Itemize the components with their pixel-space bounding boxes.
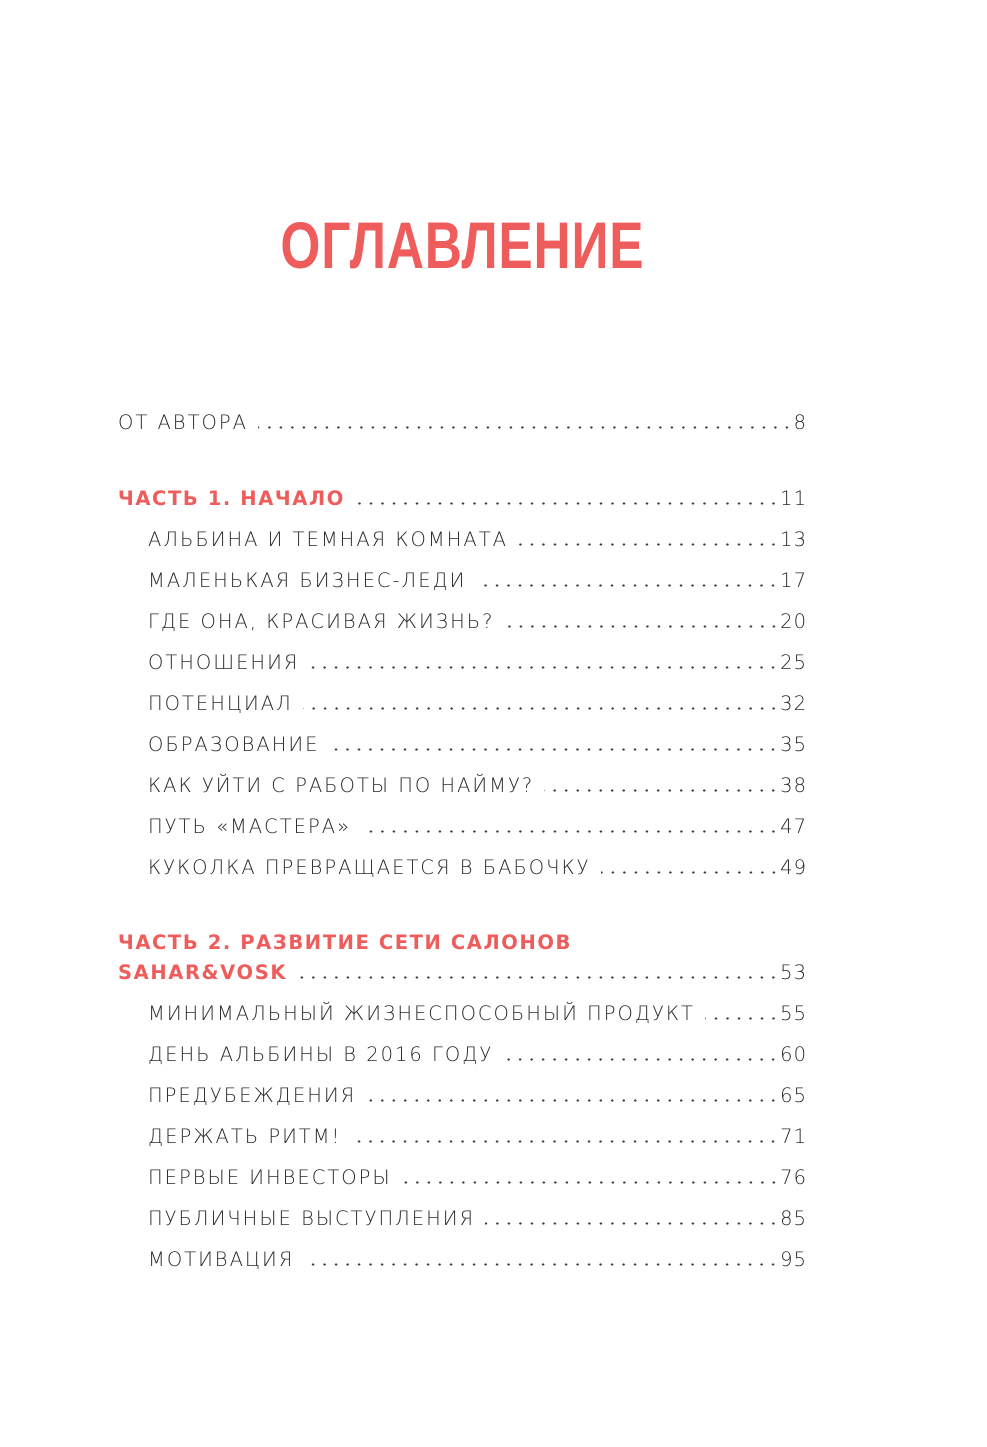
toc-chapter[interactable] bbox=[148, 1036, 807, 1064]
dot-leader bbox=[544, 789, 779, 792]
toc-part-page: 53 bbox=[780, 960, 807, 984]
toc-chapter-label: ПУТЬ «МАСТЕРА» bbox=[148, 814, 352, 838]
toc-chapter-label: ОБРАЗОВАНИЕ bbox=[148, 732, 320, 756]
toc-chapter-page: 55 bbox=[780, 1001, 807, 1025]
dot-leader bbox=[505, 625, 780, 628]
toc-chapter[interactable] bbox=[148, 995, 807, 1023]
toc-chapter-page: 17 bbox=[780, 568, 807, 592]
toc-part-2-title[interactable]: ЧАСТЬ 2. РАЗВИТИЕ СЕТИ САЛОНОВ bbox=[118, 931, 573, 954]
toc-chapter-page: 13 bbox=[780, 527, 807, 551]
toc-chapter[interactable] bbox=[148, 726, 807, 754]
toc-chapter-label: ДЕРЖАТЬ РИТМ! bbox=[148, 1124, 342, 1148]
toc-part-label: ЧАСТЬ 1. НАЧАЛО bbox=[118, 486, 345, 510]
toc-chapter[interactable] bbox=[148, 1241, 807, 1269]
dot-leader bbox=[503, 1058, 779, 1061]
toc-chapter-label: ПУБЛИЧНЫЕ ВЫСТУПЛЕНИЯ bbox=[148, 1206, 476, 1230]
toc-chapter[interactable] bbox=[148, 685, 807, 713]
toc-part-page: 11 bbox=[780, 486, 807, 510]
toc-chapter-page: 65 bbox=[780, 1083, 807, 1107]
toc-chapter-label: ДЕНЬ АЛЬБИНЫ В 2016 ГОДУ bbox=[148, 1042, 494, 1066]
toc-chapter[interactable] bbox=[148, 562, 807, 590]
toc-chapter[interactable] bbox=[148, 521, 807, 549]
toc-chapter-page: 76 bbox=[780, 1165, 807, 1189]
toc-chapter-page: 38 bbox=[780, 773, 807, 797]
toc-entry-page: 8 bbox=[793, 410, 807, 434]
toc-chapter-label: ПРЕДУБЕЖДЕНИЯ bbox=[148, 1083, 357, 1107]
toc-chapter[interactable] bbox=[148, 849, 807, 877]
dot-leader bbox=[303, 707, 779, 710]
toc-chapter-label: ПОТЕНЦИАЛ bbox=[148, 691, 293, 715]
toc-chapter-label: КУКОЛКА ПРЕВРАЩАЕТСЯ В БАБОЧКУ bbox=[148, 855, 591, 879]
toc-chapter-label: ПЕРВЫЕ ИНВЕСТОРЫ bbox=[148, 1165, 392, 1189]
dot-leader bbox=[351, 1140, 779, 1143]
dot-leader bbox=[258, 426, 793, 429]
toc-chapter-page: 32 bbox=[780, 691, 807, 715]
dot-leader bbox=[361, 830, 779, 833]
toc-chapter-label: АЛЬБИНА И ТЕМНАЯ КОМНАТА bbox=[148, 527, 508, 551]
toc-part-1[interactable] bbox=[118, 480, 807, 508]
dot-leader bbox=[304, 1263, 779, 1266]
toc-chapter[interactable] bbox=[148, 1077, 807, 1105]
toc-chapter-page: 20 bbox=[780, 609, 807, 633]
dot-leader bbox=[366, 1099, 779, 1102]
toc-chapter[interactable] bbox=[148, 767, 807, 795]
toc-chapter[interactable] bbox=[148, 1200, 807, 1228]
toc-chapter-label: КАК УЙТИ С РАБОТЫ ПО НАЙМУ? bbox=[148, 773, 535, 797]
toc-chapter[interactable] bbox=[148, 644, 807, 672]
toc-chapter-page: 95 bbox=[780, 1247, 807, 1271]
dot-leader bbox=[329, 748, 779, 751]
dot-leader bbox=[297, 976, 779, 979]
dot-leader bbox=[309, 666, 779, 669]
toc-chapter-page: 71 bbox=[780, 1124, 807, 1148]
toc-chapter-page: 35 bbox=[780, 732, 807, 756]
toc-chapter-page: 85 bbox=[780, 1206, 807, 1230]
dot-leader bbox=[518, 543, 779, 546]
toc-chapter[interactable] bbox=[148, 808, 807, 836]
toc-chapter-label: МАЛЕНЬКАЯ БИЗНЕС-ЛЕДИ bbox=[148, 568, 467, 592]
toc-chapter[interactable] bbox=[148, 1159, 807, 1187]
toc-chapter-page: 25 bbox=[780, 650, 807, 674]
dot-leader bbox=[402, 1181, 780, 1184]
toc-part-2[interactable] bbox=[118, 954, 807, 982]
dot-leader bbox=[476, 584, 779, 587]
toc-chapter-label: ГДЕ ОНА, КРАСИВАЯ ЖИЗНЬ? bbox=[148, 609, 495, 633]
toc-entry-label: ОТ АВТОРА bbox=[118, 410, 248, 434]
dot-leader bbox=[355, 502, 779, 505]
toc-chapter-page: 60 bbox=[780, 1042, 807, 1066]
dot-leader bbox=[601, 871, 780, 874]
toc-chapter[interactable] bbox=[148, 603, 807, 631]
dot-leader bbox=[705, 1017, 779, 1020]
toc-chapter-label: МИНИМАЛЬНЫЙ ЖИЗНЕСПОСОБНЫЙ ПРОДУКТ bbox=[148, 1001, 695, 1025]
dot-leader bbox=[485, 1222, 779, 1225]
toc-chapter-label: ОТНОШЕНИЯ bbox=[148, 650, 300, 674]
toc-chapter-label: МОТИВАЦИЯ bbox=[148, 1247, 295, 1271]
toc-chapter[interactable] bbox=[148, 1118, 807, 1146]
page-title: ОГЛАВЛЕНИЕ bbox=[280, 208, 645, 282]
toc-part-label: SAHAR&VOSK bbox=[118, 960, 288, 984]
toc-chapter-page: 47 bbox=[780, 814, 807, 838]
toc-chapter-page: 49 bbox=[780, 855, 807, 879]
toc-entry-author[interactable] bbox=[118, 404, 807, 432]
